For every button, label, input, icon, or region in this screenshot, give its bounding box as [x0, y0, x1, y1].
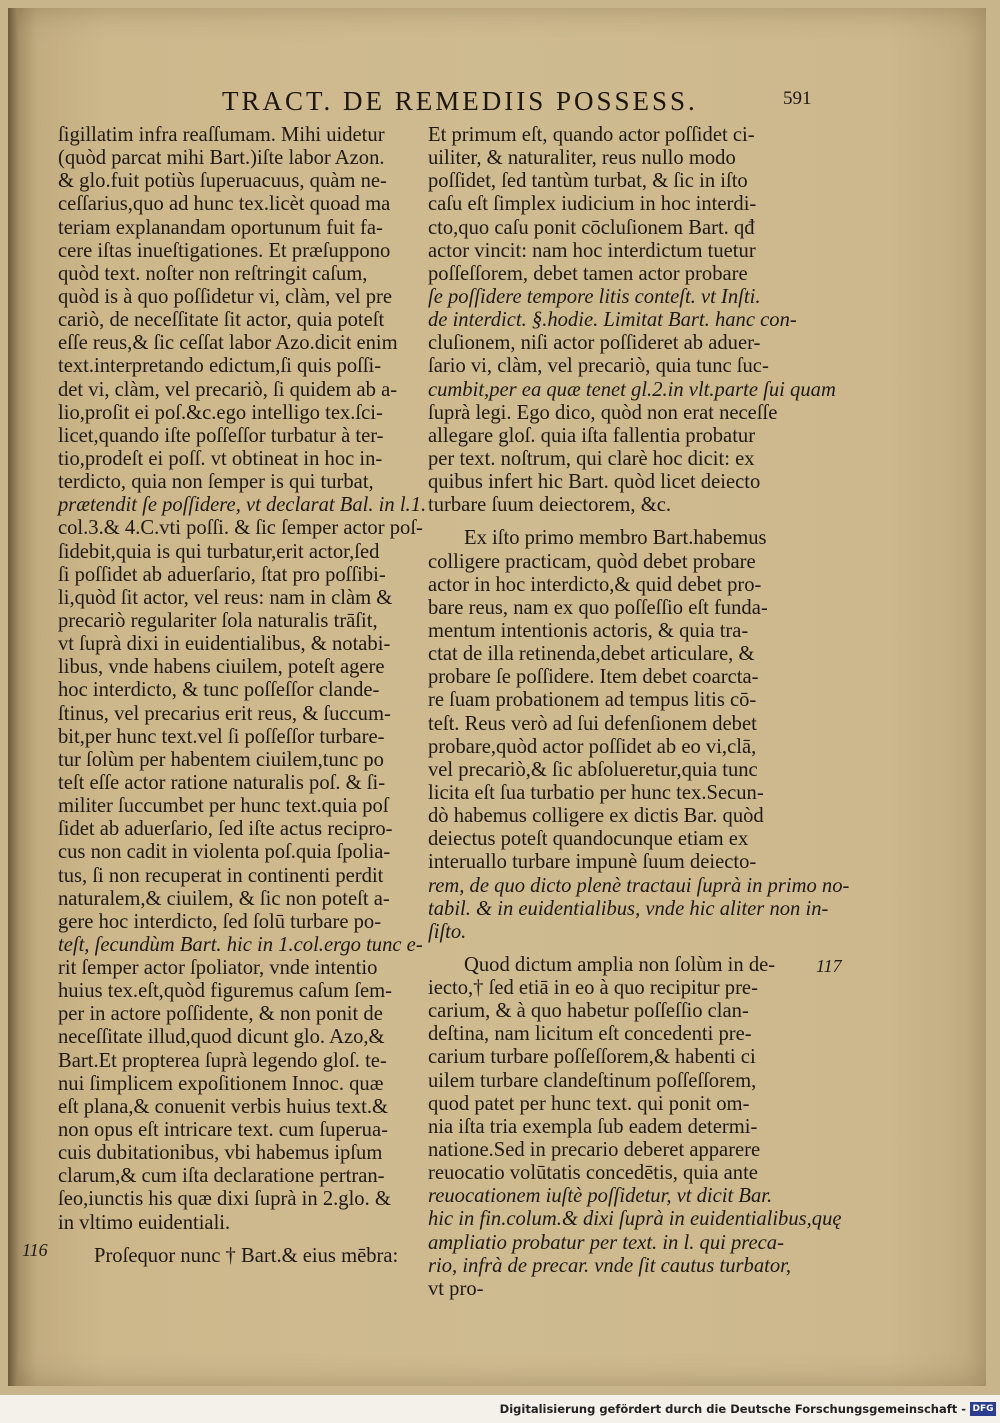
text-line: gere hoc interdicto, ſed ſolū turbare po-	[58, 910, 382, 933]
text-line: det vi, clàm, vel precariò, ſi quidem ab a-	[58, 378, 398, 401]
text-line: teſt. Reus verò ad ſui defenſionem debet	[428, 712, 757, 735]
text-line: reuocatio volūtatis concedētis, quia ante	[428, 1162, 758, 1185]
text-line: nui ſimplicem expoſitionem Innoc. quæ	[58, 1072, 384, 1095]
text-line: teriam explanandam oportunum fuit fa-	[58, 216, 383, 239]
margin-note-left: 116	[22, 1240, 48, 1260]
page-header	[8, 86, 986, 126]
text-line: licet,quando iſte poſſeſſor turbatur à ter-	[58, 424, 384, 447]
text-line: eſſe reus,& ſic ceſſat labor Azo.dicit enim	[58, 332, 398, 355]
text-line: interuallo turbare impunè ſuum deiecto-	[428, 851, 757, 874]
text-line: ſuprà legi. Ego dico, quòd non erat neceſſe	[428, 401, 778, 424]
digitization-footer	[0, 1395, 1000, 1423]
text-line: ſidebit,quia is qui turbatur,erit actor,ſed	[58, 540, 380, 563]
text-line: vt ſuprà dixi in euidentialibus, & notabi-	[58, 633, 391, 656]
text-line: precariò regulariter ſola naturalis trāſit,	[58, 609, 378, 632]
text-line: ſario vi, clàm, vel precariò, quia tunc ſuc-	[428, 355, 769, 378]
dfg-logo-icon: DFG	[970, 1402, 996, 1416]
text-line: tur ſolùm per habentem ciuilem,tunc po	[58, 748, 384, 771]
text-line: cumbit,per ea quæ tenet gl.2.in vlt.parte ſui quam	[428, 378, 836, 401]
text-line: per in actore poſſidente, & non ponit de	[58, 1003, 383, 1026]
text-line: Et primum eſt, quando actor poſſidet ci-	[428, 124, 755, 146]
text-line: ſi poſſidet ab aduerſario, ſtat pro poſſibi-	[58, 563, 386, 586]
text-line: Proſequor nunc † Bart.& eius mēbra:	[94, 1244, 399, 1267]
text-line: nia iſta tria exempla ſub eadem determi-	[428, 1115, 758, 1138]
text-line: terdicto, quia non ſemper is qui turbat,	[58, 471, 374, 494]
text-line: ſeo,iunctis his quæ dixi ſuprà in 2.glo. &	[58, 1188, 391, 1211]
text-line: bare reus, nam ex quo poſſeſſio eſt funda-	[428, 596, 768, 619]
text-line: cariò, de neceſſitate ſit actor, quia poteſt	[58, 309, 385, 332]
text-line: non opus eſt intricare text. cum ſuperua-	[58, 1119, 388, 1142]
text-line: quòd text. noſter non reſtringit caſum,	[58, 262, 368, 285]
text-line: cluſionem, niſi actor poſſideret ab aduer-	[428, 332, 761, 355]
text-line: poſſeſſorem, debet tamen actor probare	[428, 262, 748, 285]
text-line: cus non cadit in violenta poſ.quia ſpolia-	[58, 841, 391, 864]
margin-note-right: 117	[816, 956, 842, 976]
running-title: TRACT. DE REMEDIIS POSSESS.	[222, 86, 698, 116]
text-line: huius tex.eſt,quòd figuremus caſum ſem-	[58, 980, 393, 1003]
text-line: & glo.fuit potiùs ſuperuacuus, quàm ne-	[58, 170, 387, 193]
text-line: ſe poſſidere tempore litis conteſt. vt Inſti.	[428, 285, 761, 308]
text-line: uilem turbare clandeſtinum poſſeſſorem,	[428, 1069, 757, 1092]
text-line: ſigillatim infra reaſſumam. Mihi uidetur	[58, 124, 385, 146]
text-line: iecto,† ſed etiā in eo à quo recipitur pre-	[428, 977, 758, 1000]
text-line: carium, & à quo habetur poſſeſſio clan-	[428, 1000, 749, 1023]
text-line: text.interpretando edictum,ſi quis poſſi-	[58, 355, 382, 378]
text-line: (quòd parcat mihi Bart.)iſte labor Azon.	[58, 147, 385, 170]
paragraph-gap	[58, 1235, 422, 1245]
text-line: Ex iſto primo membro Bart.habemus	[464, 527, 767, 550]
paragraph-gap	[428, 517, 802, 527]
text-line: quòd is à quo poſſidetur vi, clàm, vel pre	[58, 285, 393, 308]
text-line: colligere practicam, quòd debet probare	[428, 550, 756, 573]
text-line: rio, infrà de precar. vnde ſit cautus turbator,	[428, 1254, 792, 1277]
text-line: uiliter, & naturaliter, reus nullo modo	[428, 147, 736, 170]
text-line: libus, vnde habens ciuilem, poteſt agere	[58, 656, 385, 679]
text-line: re ſuam probationem ad tempus litis cō-	[428, 689, 757, 712]
text-line: de interdict. §.hodie. Limitat Bart. hanc con-	[428, 309, 797, 332]
text-line: per text. noſtrum, qui clarè hoc dicit: ex	[428, 447, 755, 470]
text-line: deiectus poteſt quandocunque etiam ex	[428, 828, 749, 851]
text-line: poſſidet, ſed tantùm turbat, & ſic in iſto	[428, 170, 748, 193]
text-line: licita eſt ſua turbatio per hunc tex.Secun-	[428, 781, 764, 804]
left-text-column	[58, 124, 427, 1268]
text-line: quibus infert hic Bart. quòd licet deiecto	[428, 471, 761, 494]
text-line: deſtina, nam licitum eſt concedenti pre-	[428, 1023, 752, 1046]
text-line: carium turbare poſſeſſorem,& habenti ci	[428, 1046, 756, 1069]
text-line: Quod dictum amplia non ſolùm in de-	[464, 953, 776, 976]
text-line: vel precariò,& ſic abſolueretur,quia tunc	[428, 758, 758, 781]
text-line: militer ſuccumbet per hunc text.quia poſ	[58, 795, 389, 818]
text-line: teſt, ſecundùm Bart. hic in 1.col.ergo tunc e-	[58, 933, 423, 956]
text-line: rem, de quo dicto plenè tractaui ſuprà in primo no-	[428, 874, 850, 897]
text-line: cere iſtas inueſtigationes. Et præſuppono	[58, 239, 391, 262]
text-line: ampliatio probatur per text. in l. qui preca-	[428, 1231, 784, 1254]
text-line: tio,prodeſt ei poſſ. vt obtineat in hoc in-	[58, 447, 383, 470]
text-line: ceſſarius,quo ad hunc tex.licèt quoad ma	[58, 193, 391, 216]
text-line: actor vincit: nam hoc interdictum tuetur	[428, 239, 756, 262]
text-line: mentum intentionis actoris, & quia tra-	[428, 619, 749, 642]
text-line: dò habemus colligere ex dictis Bar. quòd	[428, 805, 764, 828]
text-line: ſtinus, vel precarius erit reus, & ſuccum-	[58, 702, 391, 725]
text-line: naturalem,& ciuilem, & ſic non poteſt a-	[58, 887, 390, 910]
text-line: allegare gloſ. quia iſta fallentia probatur	[428, 424, 756, 447]
text-line: Bart.Et propterea ſuprà legendo gloſ. te-	[58, 1049, 387, 1072]
funding-credit: Digitalisierung gefördert durch die Deutsche Forschungsgemeinschaft -	[499, 1402, 966, 1416]
text-line: vt pro-	[428, 1277, 484, 1300]
text-line: bit,per hunc text.vel ſi poſſeſſor turbare-	[58, 725, 385, 748]
text-line: eſt plana,& conuenit verbis huius text.&	[58, 1095, 389, 1118]
text-line: tus, ſi non recuperat in continenti perdit	[58, 864, 384, 887]
text-line: teſt eſſe actor ratione naturalis poſ. & ſi-	[58, 771, 386, 794]
text-line: cuis dubitationibus, vbi habemus ipſum	[58, 1142, 383, 1165]
paragraph-gap	[428, 944, 802, 954]
text-line: clarum,& cum iſta declaratione pertran-	[58, 1165, 385, 1188]
text-line: col.3.& 4.C.vti poſſi. & ſic ſemper actor poſ-	[58, 517, 423, 540]
text-line: actor in hoc interdicto,& quid debet pro-	[428, 573, 762, 596]
text-line: natione.Sed in precario deberet apparere	[428, 1139, 761, 1162]
text-line: probare ſe poſſidere. Item debet coarcta-	[428, 666, 759, 689]
text-line: li,quòd ſit actor, vel reus: nam in clàm &	[58, 586, 393, 609]
text-line: caſu eſt ſimplex iudicium in hoc interdi-	[428, 193, 757, 216]
text-line: tabil. & in euidentialibus, vnde hic aliter non in-	[428, 897, 829, 920]
page-number: 591	[783, 88, 812, 109]
book-binding-edge	[8, 8, 18, 1386]
text-line: neceſſitate illud,quod dicunt glo. Azo,&	[58, 1026, 385, 1049]
text-line: ctat de illa retinenda,debet articulare, &	[428, 643, 755, 666]
text-line: in vltimo euidentiali.	[58, 1211, 231, 1234]
text-line: ſiſto.	[428, 920, 467, 943]
book-page	[8, 8, 986, 1386]
text-line: cto,quo caſu ponit cōcluſionem Bart. qđ	[428, 216, 755, 239]
text-line: probare,quòd actor poſſidet ab eo vi,clā,	[428, 735, 757, 758]
text-line: quod patet per hunc text. qui ponit om-	[428, 1092, 750, 1115]
text-line: turbare ſuum deiectorem, &c.	[428, 494, 672, 517]
text-line: hic in fin.colum.& dixi ſuprà in euidentialibus,quę	[428, 1208, 842, 1231]
text-line: reuocationem iuſtè poſſidetur, vt dicit Bar.	[428, 1185, 773, 1208]
text-line: prætendit ſe poſſidere, vt declarat Bal. in l.1.	[58, 494, 427, 517]
text-line: ſidet ab aduerſario, ſed iſte actus recipro-	[58, 818, 393, 841]
text-line: rit ſemper actor ſpoliator, vnde intentio	[58, 957, 378, 980]
text-line: hoc interdicto, & tunc poſſeſſor clande-	[58, 679, 380, 702]
text-line: lio,proſit ei poſ.&c.ego intelligo tex.ſci-	[58, 401, 383, 424]
